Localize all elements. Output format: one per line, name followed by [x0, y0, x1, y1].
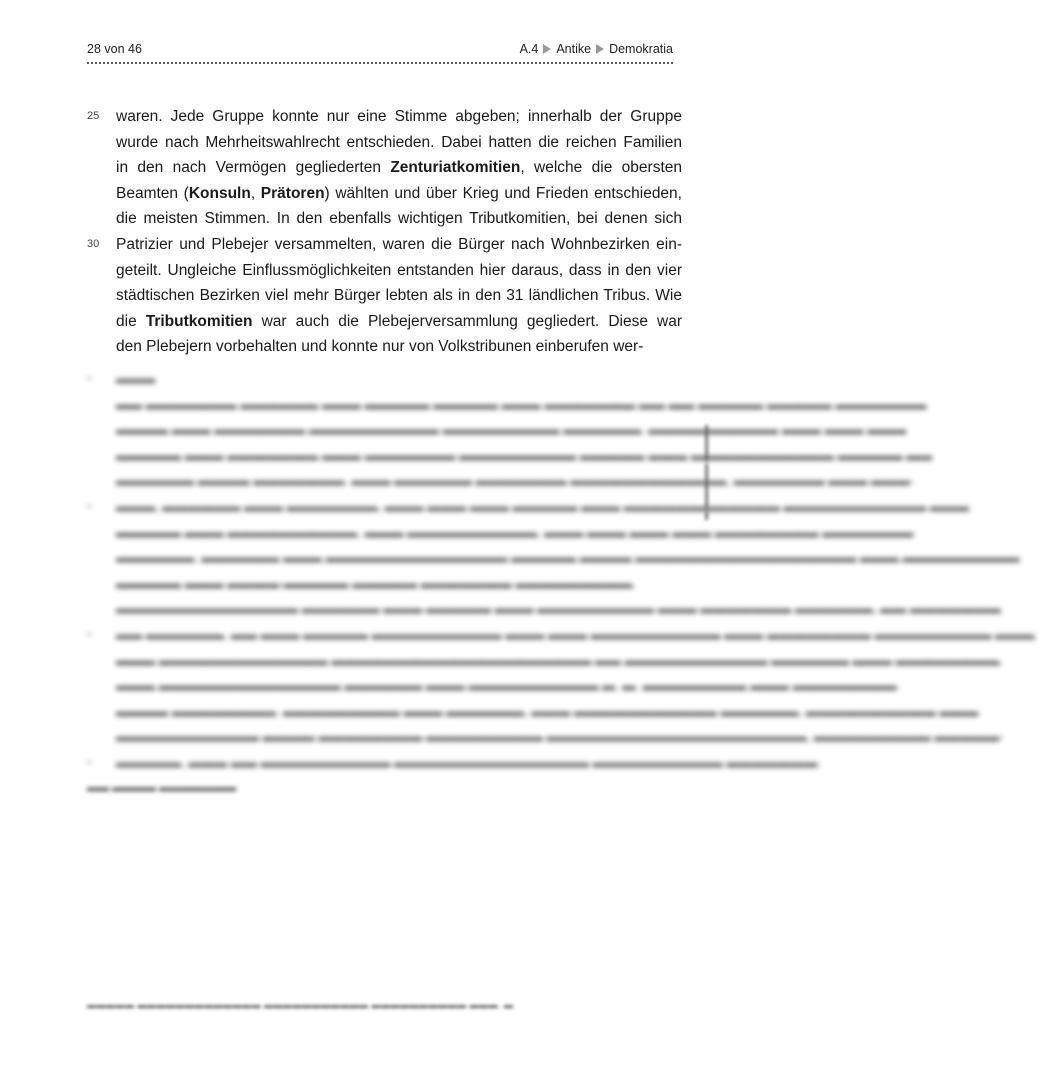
text-line: [87, 155, 682, 181]
blurred-line: ▬▬ ▬▬▬▬▬▬▬ ▬▬▬▬▬▬ ▬▬▬ ▬▬▬▬▬ ▬▬▬▬▬ ▬▬▬ ▬▬▬▬▬▬▬ ▬▬ ▬▬ ▬▬▬▬▬ ▬▬▬▬▬ ▬▬▬▬▬▬▬: [116, 396, 927, 412]
text-run: den Plebejern vorbehalten und konnte nur von Volkstribunen einberufen wer-: [116, 338, 644, 356]
blurred-line: ▪ ▬▬▬, ▬▬▬▬▬▬ ▬▬▬ ▬▬▬▬▬▬▬, ▬▬▬ ▬▬▬ ▬▬▬ ▬▬▬▬▬ ▬▬▬ ▬▬▬▬▬▬▬▬▬▬▬▬ ▬▬▬▬▬▬▬▬▬▬▬ ▬▬▬: [87, 494, 682, 520]
text-run: die meisten Stimmen. In den ebenfalls wichtigen Tributkomitien, bei denen sich: [116, 210, 682, 228]
text-line: [87, 283, 682, 309]
blurred-footer: ▬▬▬▬▬ ▬▬▬▬▬▬▬▬▬▬▬▬▬ ▬▬▬▬▬▬▬▬▬▬▬ ▬▬▬▬▬▬▬▬▬▬ ▬▬▬. ▬: [87, 1000, 514, 1010]
text-line: [87, 206, 682, 232]
bold-term: Prätoren: [260, 184, 325, 202]
blurred-line: ▬▬▬▬▬▬ ▬▬▬▬ ▬▬▬▬▬▬▬. ▬▬▬ ▬▬▬▬▬▬ ▬▬▬▬▬▬▬ ▬▬▬▬▬▬▬▬▬▬▬▬, ▬▬▬▬▬▬▬ ▬▬▬ ▬▬▬-: [116, 473, 915, 489]
blurred-line: ▬▬▬▬▬▬, ▬▬▬▬▬▬ ▬▬▬ ▬▬▬▬▬▬▬▬▬▬▬▬▬▬ ▬▬▬▬▬ ▬▬▬▬ ▬▬▬▬▬▬▬▬▬▬▬▬▬▬▬▬▬ ▬▬▬ ▬▬▬▬▬▬▬▬▬: [116, 550, 1020, 566]
line-text: [116, 334, 682, 360]
blurred-line: ▬▬▬ ▬▬▬▬▬▬▬▬▬▬▬▬▬▬ ▬▬▬▬▬▬ ▬▬▬ ▬▬▬▬▬▬▬▬▬▬ ▬. ▬. ▬▬▬▬▬▬▬▬ ▬▬▬ ▬▬▬▬▬▬▬▬: [116, 678, 897, 694]
blurred-line: ▬▬▬▬▬▬▬▬▬▬▬ ▬▬▬▬ ▬▬▬▬▬▬▬▬ ▬▬▬▬▬▬▬▬▬ ▬▬▬▬▬▬▬▬▬▬▬▬▬▬▬▬▬▬▬▬, ▬▬▬▬▬▬▬▬▬ ▬▬▬▬▬-: [116, 729, 1004, 745]
blurred-line: ▪ ▬▬ ▬▬▬▬▬▬, ▬▬ ▬▬▬ ▬▬▬▬▬ ▬▬▬▬▬▬▬▬▬▬ ▬▬▬ ▬▬▬ ▬▬▬▬▬▬▬▬▬▬ ▬▬▬ ▬▬▬▬▬▬▬▬ ▬▬▬▬▬▬▬▬▬ ▬▬▬,: [87, 622, 682, 648]
breadcrumb-chapter: Antike: [556, 42, 592, 56]
text-run: ) wählten und über Krieg und Frieden entschieden,: [324, 184, 682, 202]
blurred-author-credit: ▬▬ ▬▬▬▬ ▬▬▬▬▬▬▬: [87, 782, 237, 794]
line-number: 30: [87, 237, 100, 250]
blurred-line: ▬▬▬▬ ▬▬▬ ▬▬▬▬▬▬▬ ▬▬▬▬▬▬▬▬▬▬ ▬▬▬▬▬▬▬▬▬ ▬▬▬▬▬▬. ▬▬▬▬▬▬▬▬▬▬ ▬▬▬ ▬▬▬ ▬▬▬: [116, 422, 907, 438]
text-run: war auch die Plebejerversammlung gegliedert. Diese war: [252, 312, 682, 330]
line-text: [116, 258, 682, 284]
text-run: waren. Jede Gruppe konnte nur eine Stimme abgeben; innerhalb der Gruppe: [116, 108, 682, 125]
text-run: Patrizier und Plebejer versammelten, waren die Bürger nach Wohnbezirken ein-: [116, 235, 682, 253]
blurred-line: ▬▬▬▬▬ ▬▬▬ ▬▬▬▬▬▬▬ ▬▬▬ ▬▬▬▬▬▬▬ ▬▬▬▬▬▬▬▬▬ ▬▬▬▬▬ ▬▬▬ ▬▬▬▬▬▬▬▬▬▬▬ ▬▬▬▬▬ ▬▬: [116, 447, 933, 463]
blurred-side-credit: ▬ ▬▬▬▬▬ ▬▬▬▬: [700, 424, 710, 520]
page-number: 28 von 46: [87, 42, 142, 56]
text-line: [87, 258, 682, 284]
text-line: [87, 232, 682, 258]
text-line: [87, 181, 682, 207]
text-line: [87, 334, 682, 360]
triangle-right-icon: [543, 44, 551, 54]
blurred-line-number: ▪: [87, 756, 91, 768]
blurred-line: ▬▬▬▬▬ ▬▬▬ ▬▬▬▬▬▬▬▬▬▬. ▬▬▬ ▬▬▬▬▬▬▬▬▬▬, ▬▬▬ ▬▬▬ ▬▬▬ ▬▬▬ ▬▬▬▬▬▬▬▬ ▬▬▬▬▬▬▬: [116, 524, 914, 540]
line-text: [116, 232, 682, 258]
blurred-line: ▬▬▬▬▬▬▬▬▬▬▬▬▬▬ ▬▬▬▬▬▬ ▬▬▬ ▬▬▬▬▬ ▬▬▬ ▬▬▬▬▬▬▬▬▬ ▬▬▬ ▬▬▬▬▬▬▬ ▬▬▬▬▬▬, ▬▬ ▬▬▬▬▬▬▬: [116, 601, 1001, 617]
blurred-line: ▬▬▬▬ ▬▬▬▬▬▬▬▬. ▬▬▬▬▬▬▬▬▬ ▬▬▬ ▬▬▬▬▬▬, ▬▬▬ ▬▬▬▬▬▬▬▬▬▬▬ ▬▬▬▬▬▬, ▬▬▬▬▬▬▬▬▬▬ ▬▬▬: [116, 703, 979, 719]
blurred-line: ▬▬▬ ▬▬▬▬▬▬▬▬▬▬▬▬▬ ▬▬▬▬▬▬▬▬▬▬▬▬▬▬▬▬▬▬▬▬ ▬▬ ▬▬▬▬▬▬▬▬▬▬▬ ▬▬▬▬▬▬ ▬▬▬ ▬▬▬▬▬▬▬▬.: [116, 652, 1003, 668]
text-run: städtischen Bezirken viel mehr Bürger lebten als in den 31 ländlichen Tribus. Wie: [116, 287, 682, 305]
readable-text: [87, 104, 682, 360]
blurred-line: ▪ ▬▬▬▬▬, ▬▬▬ ▬▬ ▬▬▬▬▬▬▬▬▬▬ ▬▬▬▬▬▬▬▬▬▬▬▬▬▬▬ ▬▬▬▬▬▬▬▬▬▬ ▬▬▬▬▬▬▬.: [87, 750, 682, 776]
breadcrumb-section: A.4: [519, 42, 539, 56]
page-header: [87, 36, 673, 64]
text-run: wurde nach Mehrheitswahlrecht entschieden. Dabei hatten die reichen Familien: [116, 133, 682, 151]
line-text: [116, 104, 682, 130]
line-text: [116, 283, 682, 309]
text-run: , welche die obersten: [520, 159, 682, 177]
blurred-text-region: [87, 366, 1038, 776]
text-line: [87, 104, 682, 130]
line-text: [116, 309, 682, 335]
line-text: [116, 155, 682, 181]
triangle-right-icon: [596, 44, 604, 54]
blurred-line: ▬▬▬▬▬ ▬▬▬ ▬▬▬▬-▬▬▬▬▬ ▬▬▬▬▬ ▬▬▬▬▬▬▬ ▬▬▬▬▬▬▬▬▬.: [116, 575, 636, 591]
line-text: [116, 181, 682, 207]
text-run: die: [116, 312, 146, 330]
text-line: [87, 309, 682, 335]
line-text: [116, 206, 682, 232]
blurred-line-number: ▪: [87, 373, 91, 384]
text-run: in den nach Vermögen gegliederten: [116, 159, 391, 177]
line-text: [116, 130, 682, 156]
blurred-line-number: ▪: [87, 628, 91, 640]
text-run: geteilt. Ungleiche Einflussmöglichkeiten entstanden hier daraus, dass in den vier: [116, 261, 682, 279]
header-divider: [87, 62, 673, 64]
breadcrumb-topic: Demokratia: [609, 42, 673, 56]
blurred-line-number: ▪: [87, 500, 91, 512]
blurred-line: ▪ ▬▬▬: [87, 366, 682, 392]
text-line: [87, 130, 682, 156]
text-run: Beamten (: [116, 184, 189, 202]
line-number: 25: [87, 110, 100, 122]
text-run: ,: [250, 184, 261, 202]
bold-term: Tributkomitien: [145, 312, 253, 330]
breadcrumb: [520, 42, 673, 56]
bold-term: Zenturiatkomitien: [390, 159, 521, 177]
bold-term: Konsuln: [188, 184, 251, 202]
